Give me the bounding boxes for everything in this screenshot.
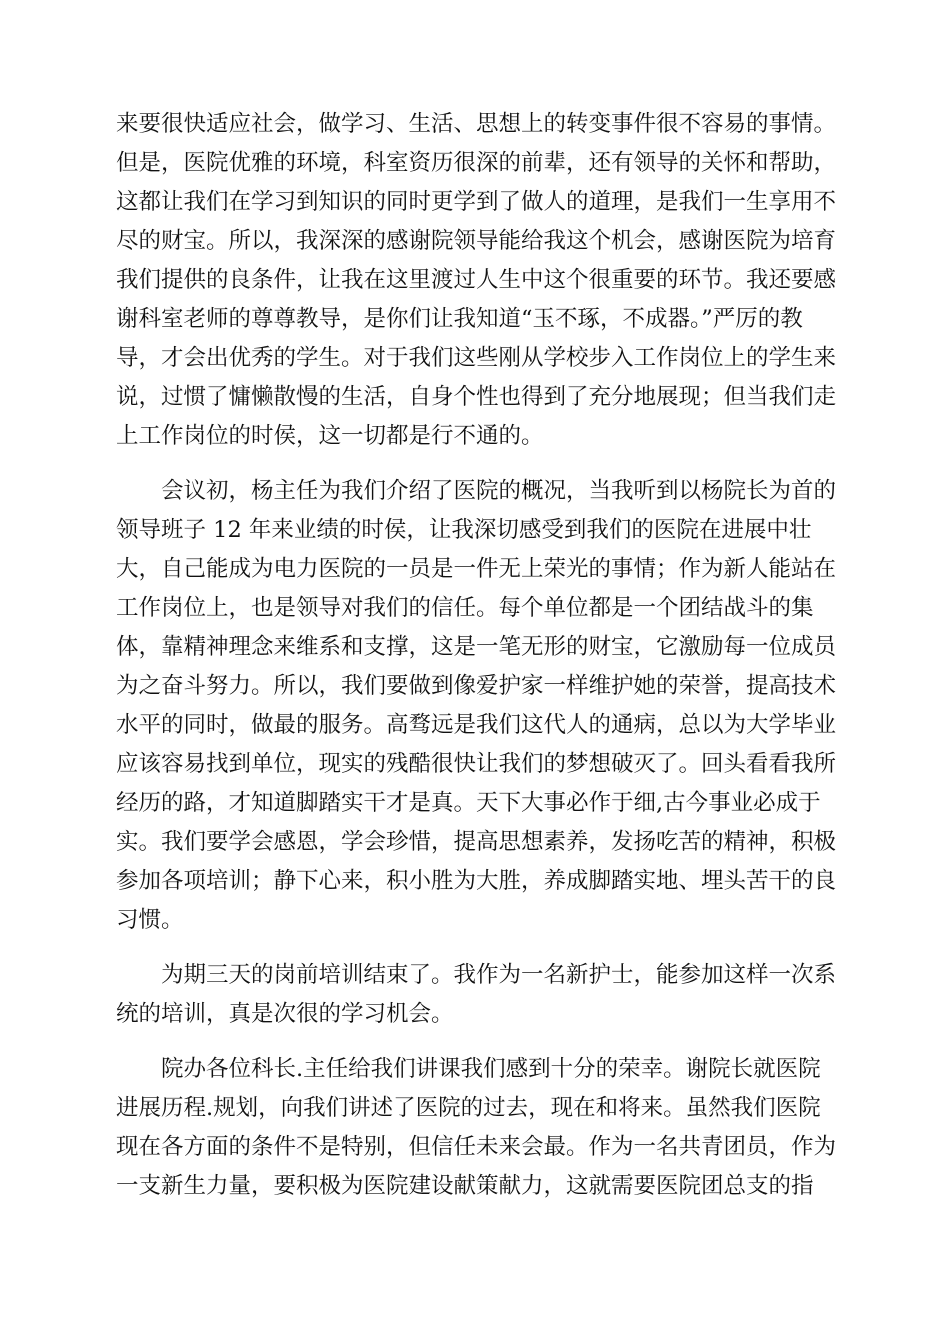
text-line: 我们提供的良条件，让我在这里渡过人生中这个很重要的环节。我还要感 [116,267,837,293]
text-line: 来要很快适应社会，做学习、生活、思想上的转变事件很不容易的事情。 [116,111,837,137]
text-line: 上工作岗位的时侯，这一切都是行不通的。 [116,423,544,449]
text-line: 实。我们要学会感恩，学会珍惜，提高思想素养，发扬吃苦的精神，积极 [116,829,837,855]
text-line: 为期三天的岗前培训结束了。我作为一名新护士，能参加这样一次系 [116,962,837,988]
text-line: 大，自己能成为电力医院的一员是一件无上荣光的事情；作为新人能站在 [116,556,837,582]
text-line: 应该容易找到单位，现实的残酷很快让我们的梦想破灭了。回头看看我所 [116,751,837,777]
text-line: 导，才会出优秀的学生。对于我们这些刚从学校步入工作岗位上的学生来 [116,345,837,371]
paragraph-1 [116,105,836,456]
text-line: 院办各位科长.主任给我们讲课我们感到十分的荣幸。谢院长就医院 [116,1056,821,1082]
text-line: 水平的同时，做最的服务。高骛远是我们这代人的通病，总以为大学毕业 [116,712,837,738]
text-line: 谢科室老师的尊尊教导，是你们让我知道“玉不琢，不成器。”严厉的教 [116,306,803,332]
text-line: 现在各方面的条件不是特别，但信任未来会最。作为一名共青团员，作为 [116,1134,837,1160]
text-line: 会议初，杨主任为我们介绍了医院的概况，当我听到以杨院长为首的 [116,478,837,504]
text-line: 工作岗位上，也是领导对我们的信任。每个单位都是一个团结战斗的集 [116,595,814,621]
text-line: 统的培训，真是次很的学习机会。 [116,1001,454,1027]
text-line: 说，过惯了慵懒散慢的生活，自身个性也得到了充分地展现；但当我们走 [116,384,837,410]
text-line: 一支新生力量，要积极为医院建设献策献力，这就需要医院团总支的指 [116,1173,814,1199]
text-line: 经历的路，才知道脚踏实干才是真。天下大事必作于细,古今事业必成于 [116,790,821,816]
text-line: 领导班子 12 年来业绩的时侯，让我深切感受到我们的医院在进展中壮 [116,517,812,543]
text-line: 尽的财宝。所以，我深深的感谢院领导能给我这个机会，感谢医院为培育 [116,228,837,254]
paragraph-2 [116,472,836,940]
text-line: 体，靠精神理念来维系和支撑，这是一笔无形的财宝，它激励每一位成员 [116,634,837,660]
paragraph-4 [116,1050,836,1206]
text-line: 习惯。 [116,907,184,933]
document-body [116,105,836,1222]
text-line: 进展历程.规划，向我们讲述了医院的过去，现在和将来。虽然我们医院 [116,1095,821,1121]
paragraph-3 [116,956,836,1034]
text-line: 但是，医院优雅的环境，科室资历很深的前辈，还有领导的关怀和帮助， [116,150,837,176]
text-line: 这都让我们在学习到知识的同时更学到了做人的道理，是我们一生享用不 [116,189,837,215]
text-line: 参加各项培训；静下心来，积小胜为大胜，养成脚踏实地、埋头苦干的良 [116,868,837,894]
text-line: 为之奋斗努力。所以，我们要做到像爱护家一样维护她的荣誉，提高技术 [116,673,837,699]
